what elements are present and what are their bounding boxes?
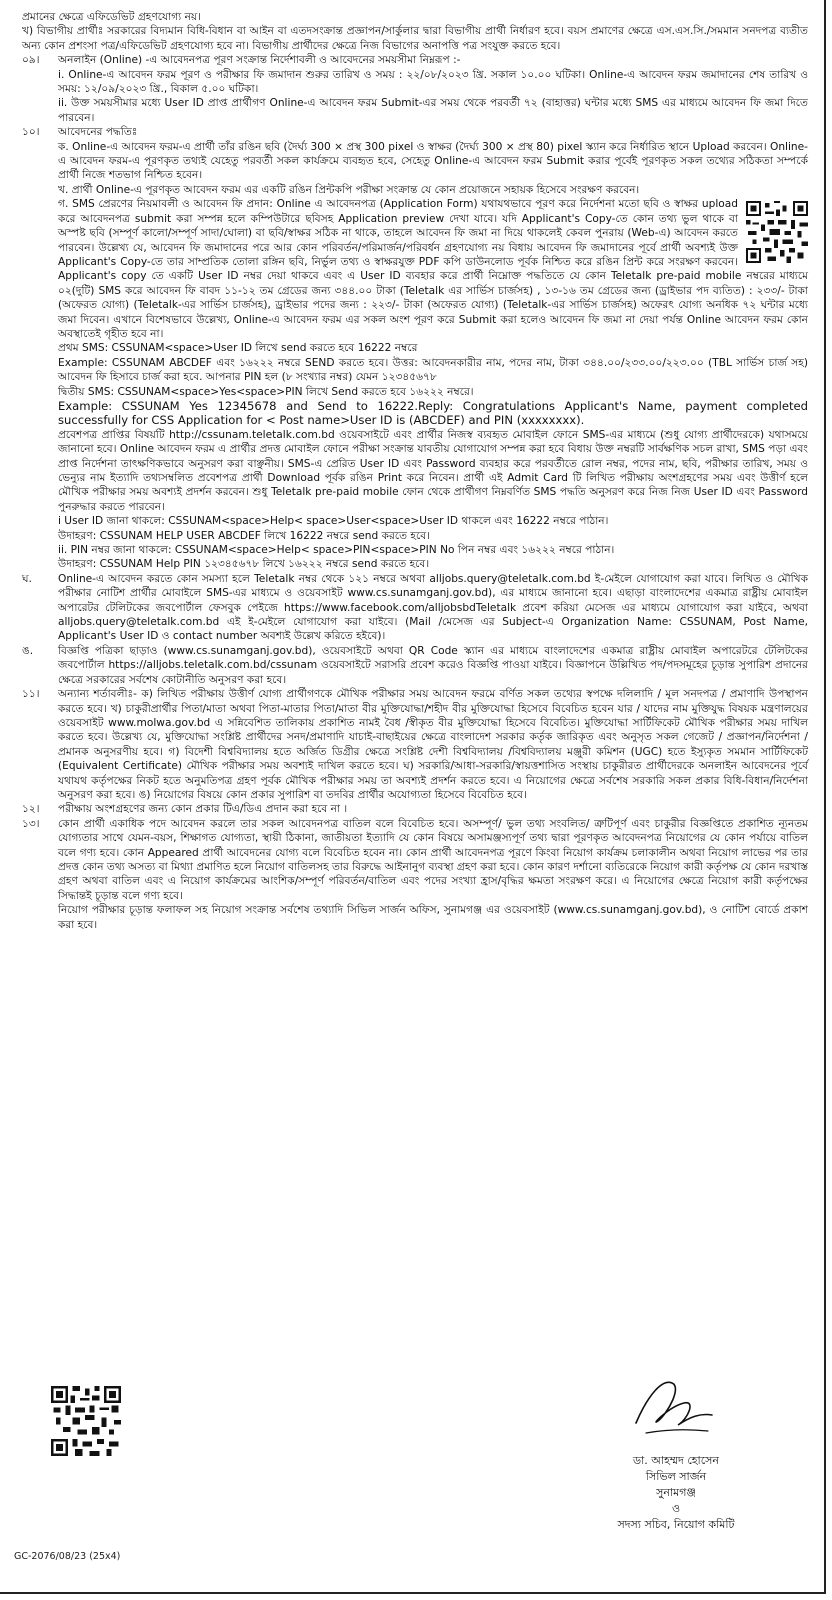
signatory-block <box>566 1453 786 1533</box>
section-para: আবেদনের পদ্ধতিঃ <box>58 126 138 139</box>
section-para: বিজ্ঞপ্তি পত্রিকা ছাড়াও (www.cs.sunamganj.gov.bd), ওয়েবসাইটে অথবা QR Code স্ক্যান এর মাধ্যমে বাংলাদেশের একমাত্র রাষ্ট্রীয় মোবাইল অপারেটরে টেলিটকের জবপোর্টাল https://alljobs.teletalk.com.bd/cssunam ওয়েবসাইটে সরাসরি প্রবেশ করেও বিজ্ঞপ্তি পাওয়া যাইবে। বিজ্ঞাপনে উল্লিখিত পদ/পদসমূহের চূড়ান্ত সুপারিশ প্রদানের ক্ষেত্রে সরকারের সর্বশেষ কোটানীতি অনুসরণ করা হবে। <box>58 644 808 686</box>
section-13 <box>22 817 808 932</box>
signature-mark <box>628 1373 718 1443</box>
section-para: ক. Online-এ আবেদন ফরম-এ প্রার্থী তাঁর রঙিন ছবি (দৈর্ঘ্য 300 × প্রস্থ 300 pixel ও স্বাক্ষর (দৈর্ঘ্য 300 × প্রস্থ 80) pixel স্ক্যান করে নির্ধারিত স্থানে Upload করবেন। Online-এ আবেদন ফরম-এ পূরণকৃত তথ্যই যেহেতু পরবর্তী সকল কার্যক্রমে ব্যবহৃত হবে, সেহেতু Online-এ আবেদন ফরম Submit করার পূর্বেই পূরণকৃত সকল তথ্যের সঠিকতা সম্পর্কে প্রার্থী নিজে শতভাগ নিশ্চিত হবেন। <box>58 140 808 182</box>
signer-and: ও <box>671 1502 681 1515</box>
section-number: ১১। <box>22 688 40 701</box>
qr-code-icon <box>746 201 808 263</box>
section-para: গ. SMS প্রেরণের নিয়মাবলী ও আবেদন ফি প্রদান: Online এ আবেদনপত্র (Application Form) যথাযথভাবে পূরণ করে নির্দেশনা মতো ছবি ও স্বাক্ষর upload করে আবেদনপত্র submit করা সম্পন্ন হলে কম্পিউটারে ছবিসহ Application preview দেখা যাবে। যদি Applicant's Copy-তে কোন তথ্য ভুল থাকে বা অস্পষ্ট ছবি (সম্পূর্ণ কালো/সম্পূর্ণ সাদা/ঘোলা) বা ছবি/স্বাক্ষর সঠিক না থাকে, তাহলে আবেদন ফি জমা না দিয়ে থাকলেই কেবল পুনরায় (Web-এ) আবেদন করতে পারবেন। উল্লেখ্য যে, আবেদন ফি জমাদানের পরে আর কোন পরিবর্তন/পরিমার্জন/পরিবর্ধন গ্রহণযোগ্য নয় বিধায় আবেদন ফি জমাদানের পূর্বে প্রার্থী অবশ্যই উক্ত Applicant's Copy-তে তার সাম্প্রতিক তোলা রঙ্গিন ছবি, নির্ভুল তথ্য ও স্বাক্ষরযুক্ত PDF কপি ডাউনলোড পূর্বক নিশ্চিত করে রঙিন প্রিন্ট করে সংরক্ষণ করবেন। Applicant's copy তে একটি User ID নম্বর দেয়া থাকবে এবং এ User ID ব্যবহার করে প্রার্থী নিম্নোক্ত পদ্ধতিতে যে কোন Teletalk pre-paid mobile নম্বরের মাধ্যমে ০২(দুটি) SMS করে আবেদন ফি বাবদ ১১-১২ তম গ্রেডের জন্য ৩৪৪.০০ টাকা (Teletalk এর সার্ভিস চার্জসহ) , ১৩-১৬ তম গ্রেডের জন্য (ড্রাইভার পদ ব্যতিত) : ২৩৩/- টাকা (অফেরত যোগ্য) (Teletalk-এর সার্ভিস চার্জসহ), ড্রাইভার পদের জন্য : ২২৩/- টাকা (অফেরত যোগ্য) (Teletalk-এর সার্ভিস চার্জসহ) অফেরৎ যোগ্য অনধিক ৭২ ঘন্টার মধ্যে জমা দিবেন। এখানে বিশেষভাবে উল্লেখ্য, Online-এ আবেদন ফরম এর সকল অংশ পূরণ করে Submit করা হলেও আবেদন ফি জমা না দেয়া পর্যন্ত Online আবেদন ফরম কোন অবস্থাতেই গৃহীত হবে না। <box>58 198 808 340</box>
section-number: ১২। <box>22 803 40 816</box>
section-para: Online-এ আবেদন করতে কোন সমস্যা হলে Teletalk নম্বর থেকে ১২১ নম্বরে অথবা alljobs.query@teletalk.com.bd ই-মেইলে যোগাযোগ করা যাবে। লিখিত ও মৌখিক পরীক্ষার নোটিশ প্রার্থীর মোবাইলে SMS-এর মাধ্যমে ও ওয়েবসাইট www.cs.sunamganj.gov.bd), এর মাধ্যমে জানানো হবে। এছাড়া বাংলাদেশের একমাত্র রাষ্ট্রীয় মোবাইল অপারেটর টেলিটকের জবপোর্টাল ফেসবুক পেইজে https://www.facebook.com/alljobsbdTeletalk প্রবেশ করিয়া মেসেজ এর মাধ্যমে যোগাযোগ করা যাইবে, অথবা alljobs.query@teletalk.com.bd এই ই-মেইলে যোগাযোগ করা যাইবে। (Mail /মেসেজ এর Subject-এ Organization Name: CSSUNAM, Post Name, Applicant's User ID ও contact number অবশ্যই উল্লেখ করিতে হইবে)। <box>58 572 808 643</box>
section-para: i User ID জানা থাকলে: CSSUNAM<space>Help< space>User<space>User ID থাকলে এবং 16222 নম্বরে পাঠান। <box>58 515 609 528</box>
qr-code-icon <box>51 1385 121 1457</box>
departmental-candidate-para: খ) বিভাগীয় প্রার্থীঃ সরকারের বিদ্যমান বিধি-বিধান বা আইন বা এতদসংক্রান্ত প্রজ্ঞাপন/সার্কুলার দ্বারা বিভাগীয় প্রার্থী নির্ধারণ হবে। বয়স প্রমাণের ক্ষেত্রে এস.এস.সি./সমমান সনদপত্র ব্যতীত অন্য কোন প্রশংসা পত্র/এফিডেভিট গ্রহণযোগ্য হবে না। বিভাগীয় প্রার্থীদের ক্ষেত্রে নিজ বিভাগের অনাপত্তি পত্র সংযুক্ত করতে হবে। <box>22 25 808 52</box>
signer-role: সদস্য সচিব, নিয়োগ কমিটি <box>617 1518 735 1531</box>
section-10 <box>22 125 808 572</box>
section-para: i. Online-এ আবেদন ফরম পূরণ ও পরীক্ষার ফি জমাদান শুরুর তারিখ ও সময় : ২২/০৮/২০২৩ খ্রি. সকাল ১০.০০ ঘটিকা। Online-এ আবেদন ফরম জমাদানের শেষ তারিখ ও সময়: ১২/০৯/২০২৩ খ্রি., বিকাল ৫.০০ ঘটিকা। <box>58 68 808 96</box>
signer-name: ডা. আহম্মদ হোসেন <box>632 1454 720 1467</box>
section-para: খ. প্রার্থী Online-এ পূরণকৃত আবেদন ফরম এর একটি রঙিন প্রিন্টকপি পরীক্ষা সংক্রান্ত যে কোন প্রয়োজনে সহায়ক হিসেবে সংরক্ষণ করবেন। <box>58 183 640 196</box>
section-para: অন্যান্য শর্তাবলীঃ- ক) লিখিত পরীক্ষায় উত্তীর্ণ যোগ্য প্রার্থীগণকে মৌখিক পরীক্ষার সময় আবেদন ফরমে বর্ণিত সকল তথ্যের স্বপক্ষে দলিলাদি / মূল সনদপত্র / প্রমাণাদি উপস্থাপন করতে হবে। খ) চাকুরীপ্রার্থীর পিতা/মাতা অথবা পিতা-মাতার পিতা/মাতা বীর মুক্তিযোদ্ধা/শহীদ বীর মুক্তিযোদ্ধা হিসেবে বিবেচিত হবেন যার / যাদের নাম মুক্তিযুদ্ধ বিষয়ক মন্ত্রণালয়ের ওয়েবসাইট www.molwa.gov.bd এ সন্নিবেশিত তালিকায় প্রকাশিত নামই বৈধ /স্বীকৃত বীর মুক্তিযোদ্ধা হিসেবে বিবেচিত। মুক্তিযোদ্ধা সার্টিফিকেট মৌখিক পরীক্ষার সময় দাখিল করতে হবে। উল্লেখ্য যে, মুক্তিযোদ্ধা সংশ্লিষ্ট প্রার্থীদের সনদ/প্রমাণাদি যাচাই-বাছাইয়ের ক্ষেত্রে বাংলাদেশ সরকার কর্তৃক জারিকৃত এবং অনুসৃত সকল গেজেট / প্রজ্ঞাপন/নির্দেশনা / প্রমানক অনুসরণীয় হবে। গ) বিদেশী বিশ্ববিদ্যালয় হতে অর্জিত ডিগ্রীর ক্ষেত্রে সংশ্লিষ্ট দেশী বিশ্ববিদ্যালয় /বিশ্ববিদ্যালয় মঞ্জুরী কমিশন (UGC) হতে ইস্যুকৃত সমমান সার্টিফিকেট (Equivalent Certificate) মৌখিক পরীক্ষার সময় অবশ্যই দাখিল করতে হবে। ঘ) সরকারি/আধা-সরকারি/স্বায়ত্তশাসিত সংস্থায় চাকুরীরত প্রার্থীদেরকে অনলাইন আবেদনের পূর্বে যথাযথ কর্তৃপক্ষের নিকট হতে অনুমতিপত্র গ্রহণ পূর্বক মৌখিক পরীক্ষার সময় তা অবশ্যই প্রদর্শন করতে হবে। এ নিয়োগের ক্ষেত্রে সর্বশেষ সরকারি সকল প্রকার বিধি-বিধান/নির্দেশনা অনুসরণ করা হবে। ঙ) নিয়োগের বিষয়ে কোন প্রকার সুপারিশ বা তদবির প্রার্থীর অযোগ্যতা হিসেবে বিবেচিত হবে। <box>58 688 808 801</box>
section-para: নিয়োগ পরীক্ষার চূড়ান্ত ফলাফল সহ নিয়োগ সংক্রান্ত সর্বশেষ তথ্যাদি সিভিল সার্জন অফিস, সুনামগঞ্জ এর ওয়েবসাইট (www.cs.sunamganj.gov.bd), ও নোটিশ বোর্ডে প্রকাশ করা হবে। <box>58 904 808 931</box>
signer-title: সিভিল সার্জন <box>645 1470 707 1483</box>
notice-body <box>22 10 808 932</box>
section-09 <box>22 53 808 125</box>
gazette-code: GC-2076/08/23 (25x4) <box>14 1551 121 1562</box>
section-para: কোন প্রার্থী একাধিক পদে আবেদন করলে তার সকল আবেদনপত্র বাতিল বলে বিবেচিত হবে। অসম্পূর্ণ/ ভুল তথ্য সংবলিত/ ত্রুটিপূর্ণ এবং চাকুরীর বিজ্ঞপ্তিতে প্রকাশিত ন্যূনতম যোগ্যতার সাথে যেমন-বয়স, শিক্ষাগত যোগ্যতা, স্থায়ী ঠিকানা, জাতীয়তা ইত্যাদি যে কোন বিষয়ে অসামঞ্জস্যপূর্ণ তথ্য দ্বারা পূরণকৃত আবেদনপত্র নিয়োগের যে কোন পর্যায়ে বাতিল বলে গণ্য হবে। কোন Appeared প্রার্থী আবেদনের যোগ্য বলে বিবেচিত হবেন না। কোন প্রার্থী আবেদনপত্র পূরণে কিংবা নিয়োগ কার্যক্রম চলাকালীন অথবা নিয়োগ লাভের পর তার প্রদত্ত কোন তথ্য অসত্য বা মিথ্যা প্রমাণিত হলে নিয়োগ বাতিলসহ তার বিরুদ্ধে আইনানুগ ব্যবস্থা গ্রহণ করা হবে। কোন কারণ দর্শানো ব্যতিরেকে নিয়োগ কারী কর্তৃপক্ষ যে কোন দরখাস্ত গ্রহণ অথবা বাতিল এবং এ নিয়োগ কার্যক্রমের আংশিক/সম্পূর্ণ পরিবর্তন/বাতিল এবং পদের সংখ্যা হ্রাস/বৃদ্ধির ক্ষমতা সংরক্ষণ করে। এ নিয়োগের ক্ষেত্রে নিয়োগ কারী কর্তৃপক্ষের সিদ্ধান্তই চূড়ান্ত বলে গণ্য হবে। <box>58 817 809 902</box>
section-para: প্রথম SMS: CSSUNAM<space>User ID লিখে send করতে হবে 16222 নম্বরে <box>58 342 418 355</box>
top-line: প্রমানের ক্ষেত্রে এফিডেভিট গ্রহণযোগ্য নয়। <box>22 11 201 23</box>
section-umo <box>22 644 808 687</box>
section-number: ০৯। <box>22 54 40 67</box>
section-para: Example: CSSUNAM Yes 12345678 and Send to 16222.Reply: Congratulations Applicant's Name, payment completed successfully for CSS Application for < Post name>User ID is (ABCDEF) and PIN (xxxxxxxx). <box>58 398 808 428</box>
section-para: পরীক্ষায় অংশগ্রহণের জন্য কোন প্রকার টিএ/ডিএ প্রদান করা হবে না । <box>58 803 348 816</box>
section-para: উদাহরণ: CSSUNAM Help PIN ১২৩৪৫৬৭৮ লিখে ১৬২২২ নম্বরে send করতে হবে। <box>58 558 430 571</box>
section-para: প্রবেশপত্র প্রাপ্তির বিষয়টি http://cssunam.teletalk.com.bd ওয়েবসাইটে এবং প্রার্থীর নিজস্ব ব্যবহৃত মোবাইল ফোনে SMS-এর মাধ্যমে (শুধু যোগ্য প্রার্থীদেরকে) যথাসময়ে জানানো হবে। Online আবেদন ফরম এ প্রার্থীর প্রদত্ত মোবাইল ফোনে পরীক্ষা সংক্রান্ত যাবতীয় যোগাযোগ সম্পন্ন করা হবে বিধায় উক্ত নম্বরটি সার্বক্ষণিক সচল রাখা, SMS পড়া এবং প্রাপ্ত নির্দেশনা তাৎক্ষণিকভাবে অনুসরণ করা বাঞ্ছনীয়। SMS-এ প্রেরিত User ID এবং Password ব্যবহার করে পরবর্তীতে রোল নম্বর, পদের নাম, ছবি, পরীক্ষার তারিখ, সময় ও ভেন্যুর নাম ইত্যাদি তথ্যসম্বলিত প্রবেশপত্র প্রার্থী Download পূর্বক রঙিন Print করে নিবেন। প্রার্থী এই Admit Card টি লিখিত পরীক্ষায় অংশগ্রহণের সময় এবং উত্তীর্ণ হলে মৌখিক পরীক্ষার সময় অবশ্যই প্রদর্শন করবেন। শুধু Teletalk pre-paid mobile ফোন থেকে প্রার্থীগণ নিম্নবর্ণিত SMS পদ্ধতি অনুসরণ করে নিজ নিজ User ID এবং Password পুনরুদ্ধার করতে পারবেন। <box>58 428 808 513</box>
section-number: ১৩। <box>22 817 40 830</box>
section-12 <box>22 802 808 816</box>
section-para: অনলাইন (Online) -এ আবেদনপত্র পূরণ সংক্রান্ত নির্দেশাবলী ও আবেদনের সময়সীমা নিম্নরূপ :- <box>58 54 461 67</box>
signer-place: সুনামগঞ্জ <box>656 1486 696 1499</box>
section-number: ঘ. <box>22 572 32 585</box>
section-para: ii. উক্ত সময়সীমার মধ্যে User ID প্রাপ্ত প্রার্থীগণ Online-এ আবেদন ফরম Submit-এর সময় থেকে পরবর্তী ৭২ (বাহাত্তর) ঘন্টার মধ্যে SMS এর মাধ্যমে আবেদন ফি জমা দিতে পারবেন। <box>58 97 808 124</box>
section-number: ঙ. <box>22 644 34 657</box>
section-11 <box>22 687 808 802</box>
notice-footer <box>0 1365 832 1600</box>
section-number: ১০। <box>22 126 40 139</box>
section-gha <box>22 572 808 644</box>
section-para: দ্বিতীয় SMS: CSSUNAM<space>Yes<space>PIN লিখে Send করতে হবে ১৬২২২ নম্বরে। <box>58 385 474 398</box>
section-para: উদাহরণ: CSSUNAM HELP USER ABCDEF লিখে 16222 নম্বরে send করতে হবে। <box>58 529 430 542</box>
section-para: ii. PIN নম্বর জানা থাকলে: CSSUNAM<space>Help< space>PIN<space>PIN No পিন নম্বর এবং ১৬২২২ নম্বরে পাঠান। <box>58 544 615 557</box>
section-para: Example: CSSUNAM ABCDEF এবং ১৬২২২ নম্বরে SEND করতে হবে। উত্তর: আবেদনকারীর নাম, পদের নাম, টাকা ৩৪৪.০০/২৩৩.০০/২২৩.০০ (TBL সার্ভিস চার্জ সহ) আবেদন ফি হিসাবে চার্জ করা হবে. আপনার PIN হল (৮ সংখ্যার নম্বর) যেমন ১২৩৪৫৬৭৮ <box>58 356 808 384</box>
